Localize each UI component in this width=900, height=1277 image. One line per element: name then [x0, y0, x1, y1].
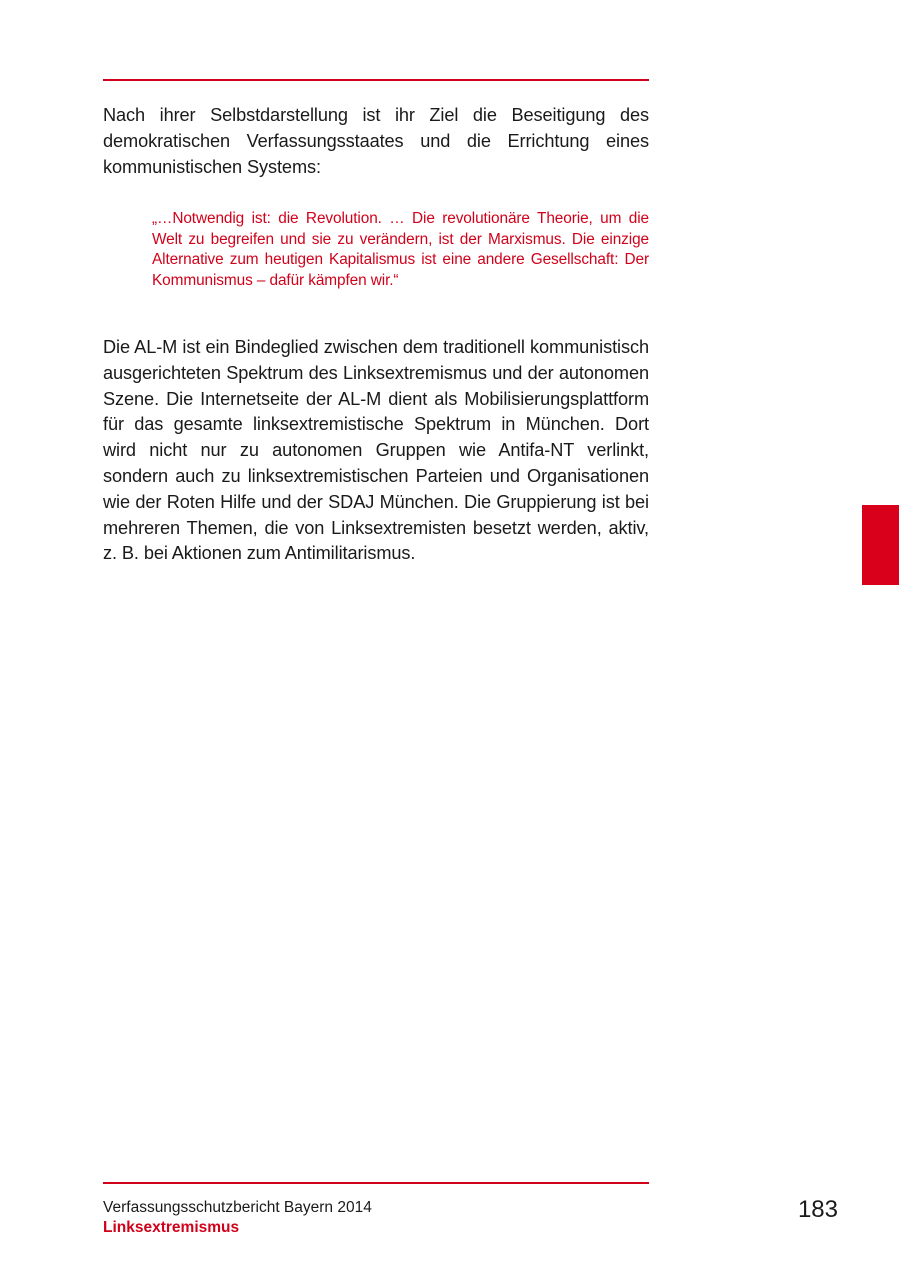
- body-paragraph-intro: Nach ihrer Selbstdarstellung ist ihr Ziel die Beseitigung des demokratischen Verfassungsstaates und die Errichtung eines kommunistischen Systems:: [103, 105, 649, 177]
- block-quote: „…Notwendig ist: die Revolution. … Die revolutionäre Theorie, um die Welt zu begreifen und sie zu verändern, ist der Marxismus. Die einzige Alternative zum heutigen Kapitalismus ist eine andere Gesellschaft: Der Kommunismus – dafür kämpfen wir.“: [152, 210, 649, 289]
- chapter-thumb-tab: [862, 505, 899, 585]
- body-paragraph-alm: Die AL-M ist ein Bindeglied zwischen dem traditionell kommunistisch ausgerichteten Spektrum des Linksextremismus und der autonomen Szene. Die Internetseite der AL-M dient als Mobilisierungsplattform für das gesamte linksextremistische Spektrum in München. Dort wird nicht nur zu autonomen Gruppen wie Antifa-NT verlinkt, sondern auch zu linksextremistischen Parteien und Organisationen wie der Roten Hilfe und der SDAJ München. Die Gruppierung ist bei mehreren Themen, die von Linksextremisten besetzt werden, aktiv, z. B. bei Aktionen zum Antimilitarismus.: [103, 337, 649, 564]
- header-rule: [103, 79, 649, 81]
- page-number: 183: [797, 1196, 838, 1223]
- footer-publication-title: Verfassungsschutzbericht Bayern 2014: [103, 1199, 372, 1216]
- footer-rule: [103, 1182, 649, 1184]
- footer-section-name: Linksextremismus: [103, 1219, 240, 1236]
